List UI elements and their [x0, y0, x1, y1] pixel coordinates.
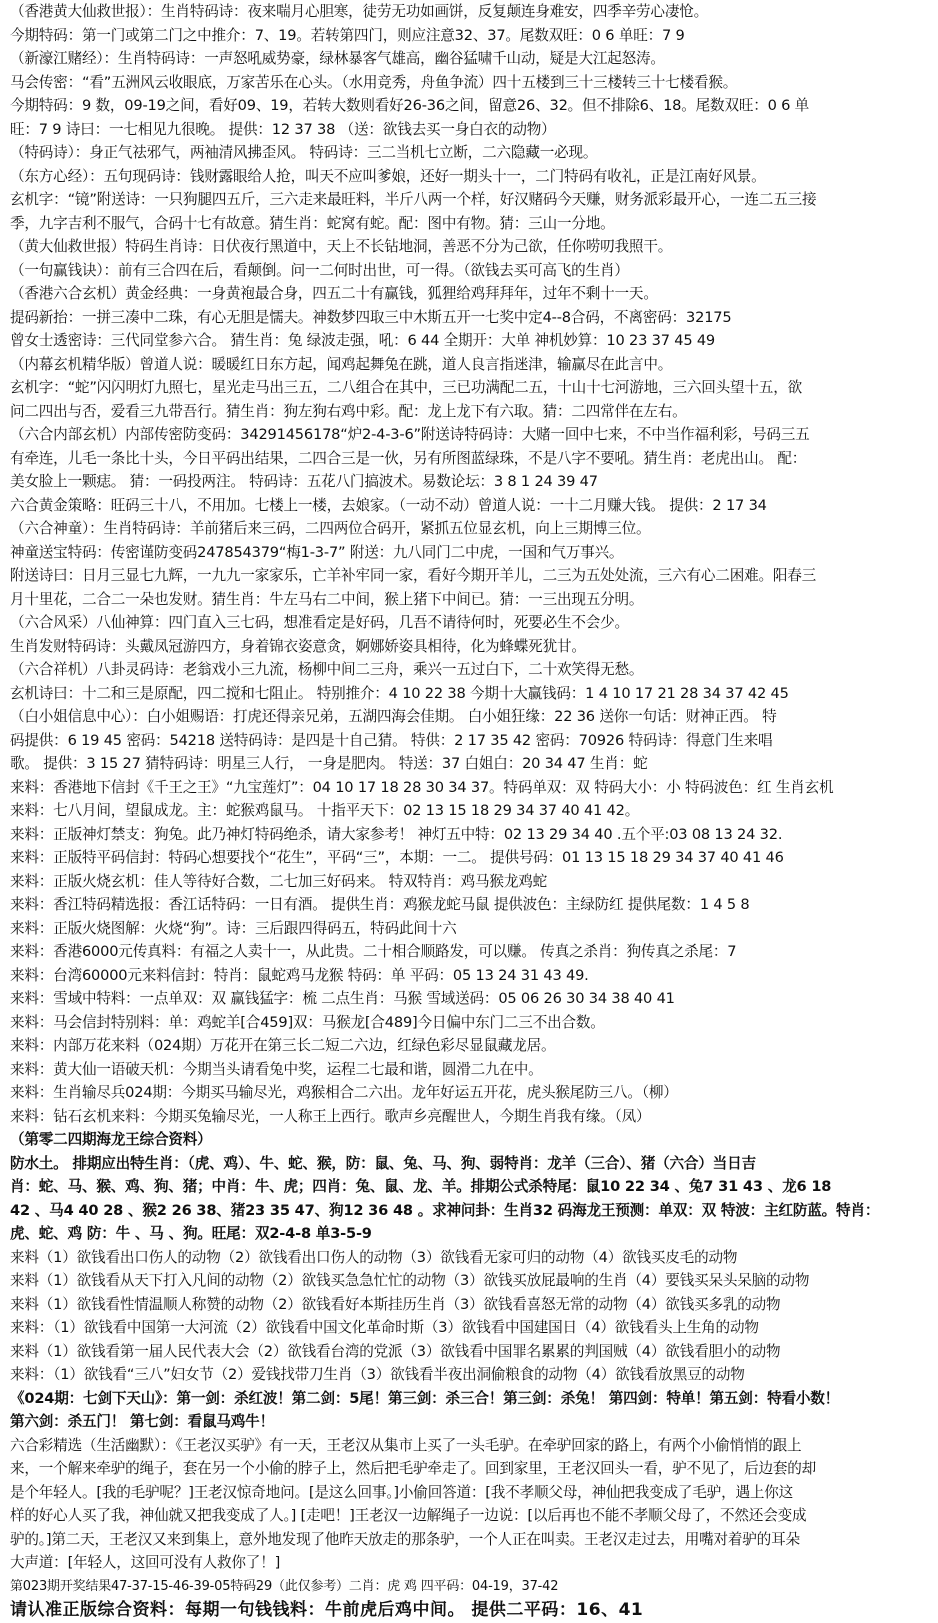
text-line: 玄机字：“镜”附送诗：一只狗腿四五斤，三六走来最旺料，半斤八两一个样，好汉赌码今天赚，财务派彩最开心，一连二五三接: [10, 191, 817, 208]
text-line: 来料：香江特码精选报：香江话特码：一日有酒。 提供生肖：鸡猴龙蛇马鼠 提供波色：主绿防红 提供尾数：1 4 5 8: [10, 896, 750, 913]
text-line: 肖：蛇、马、猴、鸡、狗、猪；中肖：牛、虎；四肖：兔、鼠、龙、羊。排期公式杀特尾：鼠10 22 34 、兔7 31 43 、龙6 18: [10, 1178, 832, 1195]
text-line: 六合彩精选（生活幽默）：《王老汉买驴》有一天，王老汉从集市上买了一头毛驴。在牵驴回家的路上，有两个小偷悄悄的跟上: [10, 1436, 802, 1454]
text-line: 玄机诗曰：十二和三是原配，四二搅和七阻止。 特别推介：4 10 22 38 今期十大赢钱码：1 4 10 17 21 28 34 37 42 45: [10, 684, 789, 702]
seven-swords-section: [10, 1387, 928, 1434]
text-line: （六合神童）：生肖特码诗：羊前猪后来三码，二四两位合码开，紧抓五位显玄机，向上三期博三位。: [10, 520, 651, 537]
text-line: （特码诗）：身正气祛邪气，两袖清风拂歪风。 特码诗：三二当机七立断，二六隐藏一必现。: [10, 144, 598, 161]
story-section: [10, 1434, 928, 1575]
text-line: 问二四出与否，爱看三九带吾行。猜生肖：狗左狗右鸡中彩。配：龙上龙下有六取。猜：二四常伴在左右。: [10, 402, 687, 420]
text-line: 马会传密：“看”五洲风云收眼底，万家苦乐在心头。（水用竞秀，舟鱼争流）四十五楼到三十三楼转三十七楼看猴。: [10, 73, 738, 91]
main-text-block: [10, 0, 928, 1128]
slogan-line: 请认准正版综合资料：每期一句钱钱料：牛前虎后鸡中间。 提供二平码：16、41: [10, 1599, 644, 1620]
text-line: 歌。 提供：3 15 27 猜特码诗：明星三人行， 一身是肥肉。 特送：37 白姐白：20 34 47 生肖：蛇: [10, 755, 648, 772]
text-line: 42 、马4 40 28 、猴2 26 38、猪23 35 47、狗12 36 48 。求神问卦：生肖32 码海龙王预测：单双：双 特波：主红防蓝。特肖：: [10, 1201, 880, 1219]
text-line: 今期特码：9 数，09-19之间，看好09、19，若转大数则看好26-36之间，留意26、32。但不排除6、18。尾数双旺：0 6 单: [10, 97, 810, 114]
text-line: 来料：正版火烧玄机：佳人等待好合数，二七加三好码来。 特双特肖：鸡马猴龙鸡蛇: [10, 872, 548, 890]
text-line: 来料：内部万花来料（024期）万花开在第三长二短二六边，红绿色彩尽显鼠藏龙居。: [10, 1037, 556, 1054]
text-line: （第零二四期海龙王综合资料）: [10, 1131, 212, 1148]
text-line: 来料：钻石玄机来料：今期买兔输尽光，一人称王上西行。歌声乡亮醒世人，今期生肖我有缘。（凤）: [10, 1107, 651, 1125]
text-line: 季，九字吉利不服气，合码十七有故意。猜生肖：蛇窝有蛇。配：图中有物。猜：三山一分地。: [10, 214, 615, 232]
text-line: 来料：（1）欲钱看“三八”妇女节（2）爱钱找带刀生肖（3）欲钱看半夜出洞偷粮食的动物（4）欲钱看放黑豆的动物: [10, 1366, 745, 1383]
text-line: 大声道：[年轻人，这回可没有人救你了！]: [10, 1554, 281, 1571]
text-line: （六合内部玄机）内部传密防变码：34291456178“炉2-4-3-6”附送诗特码诗：大赌一回中七来，不中当作福利彩，号码三五: [10, 426, 810, 443]
text-line: 今期特码：第一门或第二门之中推介：7、19。若转第四门，则应注意32、37。尾数双旺：0 6 单旺：7 9: [10, 26, 685, 44]
text-line: 来料：正版特平码信封：特码心想要找个“花生”，平码“三”，本期：一二。 提供号码：01 13 15 18 29 34 37 40 41 46: [10, 849, 784, 866]
text-line: （香港六合玄机）黄金经典：一身黄袍最合身，四五二十有赢钱，狐狸给鸡拜拜年，过年不剩十一天。: [10, 285, 658, 302]
text-line: 来料：（1）欲钱看中国第一大河流（2）欲钱看中国文化革命时斯（3）欲钱看中国建国日（4）欲钱看头上生角的动物: [10, 1319, 759, 1336]
text-line: （新濠江赌经）：生肖特码诗：一声怒吼威势豪，绿林暴客气雄高，幽谷猛啸千山动，疑是大江起怒涛。: [10, 50, 665, 67]
footer: [10, 1575, 928, 1623]
text-line: 防水土。 排期应出特生肖：（虎、鸡）、牛、蛇、猴，防：鼠、兔、马、狗、弱特肖：龙羊（三合）、猪（六合）当日吉: [10, 1154, 756, 1172]
text-line: （六合祥机）八卦灵码诗：老翁戏小三九流，杨柳中间二三舟，乘兴一五过白下，二十欢笑得无愁。: [10, 661, 644, 678]
text-line: 来料（1）欲钱看第一届人民代表大会（2）欲钱看台湾的党派（3）欲钱看中国罪名累累的判国贼（4）欲钱看胆小的动物: [10, 1342, 781, 1360]
text-line: 来料：黄大仙一语破天机：今期当头请看兔中奖，运程二七最和谐，圆滑二九在中。: [10, 1060, 543, 1078]
text-line: 曾女士透密诗：三代同堂参六合。 猜生肖：兔 绿波走强，吼：6 44 全期开：大单 神机妙算：10 23 37 45 49: [10, 332, 716, 349]
text-line: 提码新抬：一拼三凑中二珠，有心无胆是懦夫。神数梦四取三中木斯五开一七奖中定4--8合码，不离密码：32175: [10, 308, 732, 326]
draw-result-line: 第023期开奖结果47-37-15-46-39-05特码29（此仅参考）二肖：虎 鸡 四平码：04-19，37-42: [10, 1578, 559, 1594]
text-line: 附送诗曰：日月三显七九辉，一九九一家家乐，亡羊补牢同一家，看好今期开羊儿，二三为五处处流，三六有心二困难。阳春三: [10, 567, 817, 584]
text-line: （一句赢钱诀）：前有三合四在后，看颠倒。问一二何时出世，可一得。（欲钱去买可高飞的生肖）: [10, 261, 629, 279]
text-line: 来料：正版神灯禁支：狗兔。此乃神灯特码绝杀，请大家参考！ 神灯五中特：02 13 29 34 40 .五个平:03 08 13 24 32.: [10, 825, 783, 843]
text-line: 来料：香港地下信封《千王之王》“九宝莲灯”：04 10 17 18 28 30 34 37。特码单双：双 特码大小：小 特码波色：红 生肖玄机: [10, 778, 834, 796]
text-line: 美女脸上一颗痣。 猜：一码投两注。 特码诗：五花八门搞波术。易数论坛：3 8 1 24 39 47: [10, 473, 598, 490]
text-line: 六合黄金策略：旺码三十八，不用加。七楼上一楼，去娘家。（一动不动）曾道人说：一十二月赚大钱。 提供：2 17 34: [10, 496, 767, 514]
hailongwang-section: [10, 1128, 928, 1246]
text-line: 来料：正版火烧图解：火烧“狗”。诗：三后跟四得码五，特码此间十六: [10, 919, 457, 937]
text-line: 来料：马会信封特别料：单：鸡蛇羊[合459]双：马猴龙[合489]今日偏中东门二三不出合数。: [10, 1013, 605, 1031]
text-line: 有牵连，儿毛一条比十头，今日平码出结果，二四合三是一伙，另有所图蓝绿珠，不是八字不要吼。猜生肖：老虎出山。 配：: [10, 449, 807, 467]
text-line: 码提供：6 19 45 密码：54218 送特码诗：是四是十自己猜。 特供：2 17 35 42 密码：70926 特码诗：得意门生来唱: [10, 731, 773, 749]
text-line: （白小姐信息中心）：白小姐赐语：打虎还得亲兄弟，五湖四海会佳期。 白小姐狂缘：22 36 送你一句话：财神正西。 特: [10, 708, 777, 725]
text-line: 《024期：七剑下天山》：第一剑：杀红波！第二剑：5尾！第三剑：杀三合！第三剑：杀兔！ 第四剑：特单！第五剑：特看小数！: [10, 1389, 840, 1407]
text-line: 来料：台湾60000元来料信封：特肖：鼠蛇鸡马龙猴 特码：单 平码：05 13 24 31 43 49.: [10, 966, 589, 984]
text-line: 来料（1）欲钱看性情温顺人称赞的动物（2）欲钱看好本斯挂历生肖（3）欲钱看喜怒无常的动物（4）欲钱买多乳的动物: [10, 1295, 781, 1313]
text-line: （香港黄大仙救世报）：生肖特码诗：夜来喘月心胆寒，徒劳无功如画饼，反复颠连身难安，四季辛劳心凄怆。: [10, 3, 708, 20]
text-line: 第六剑：杀五门！ 第七剑：看鼠马鸡牛！: [10, 1413, 274, 1430]
text-line: 生肖发财特码诗：头戴凤冠游四方，身着锦衣姿意贪，婀娜娇姿具相待，化为蜂蝶死犹甘。: [10, 637, 586, 655]
text-line: 来料（1）欲钱看从天下打入凡间的动物（2）欲钱买急急忙忙的动物（3）欲钱买放屁最响的生肖（4）要钱买呆头呆脑的动物: [10, 1272, 810, 1289]
text-line: 来料：七八月间，望鼠成龙。主：蛇猴鸡鼠马。 十指平天下：02 13 15 18 29 34 37 40 41 42。: [10, 802, 640, 819]
text-line: 来料：生肖输尽兵024期：今期买马输尽光，鸡猴相合二六出。龙年好运五开花，虎头猴尾防三八。（柳）: [10, 1084, 678, 1101]
text-line: 来料（1）欲钱看出口伤人的动物（2）欲钱看出口伤人的动物（3）欲钱看无家可归的动物（4）欲钱买皮毛的动物: [10, 1248, 738, 1266]
text-line: 旺：7 9 诗曰：一七相见九很晚。 提供：12 37 38 （送：欲钱去买一身白衣的动物）: [10, 120, 556, 138]
text-line: 神童送宝特码：传密谨防变码247854379“梅1-3-7” 附送：九八同门二中虎，一国和气万事兴。: [10, 543, 624, 561]
text-line: 虎、蛇、鸡 防：牛 、马 、狗。旺尾：双2-4-8 单3-5-9: [10, 1225, 372, 1242]
text-line: （东方心经）：五句现码诗：钱财露眼给人抢，叫天不应叫爹娘，还好一期头十一，二门特码有收礼，正是江南好风景。: [10, 167, 766, 185]
riddle-section: [10, 1246, 928, 1387]
text-line: 来，一个解来牵驴的绳子，套在另一个小偷的脖子上，然后把毛驴牵走了。回到家里，王老汉回头一看，驴不见了，后边套的却: [10, 1460, 817, 1477]
text-line: （六合风采）八仙神算：四门直入三七码，想准看定是好码，几吾不请待何时，死要必生不会少。: [10, 614, 629, 631]
text-line: 来料：雪域中特料：一点单双：双 赢钱猛字：梳 二点生肖：马猴 雪域送码：05 06 26 30 34 38 40 41: [10, 990, 675, 1007]
text-line: 驴的。]第二天，王老汉又来到集上，意外地发现了他昨天放走的那条驴，一个人正在叫卖。王老汉走过去，用嘴对着驴的耳朵: [10, 1530, 800, 1548]
text-line: 来料：香港6000元传真料：有福之人卖十一，从此贵。二十相合顺路发，可以赚。 传真之杀肖：狗传真之杀尾：7: [10, 943, 737, 960]
text-line: （内幕玄机精华版）曾道人说：暖暖红日东方起，闻鸡起舞兔在跳，道人良言指迷津，输赢尽在此言中。: [10, 355, 673, 373]
text-line: 玄机字：“蛇”闪闪明灯九照七，星光走马出三五，二八组合在其中，三已功满配二五，十山十七河游地，三六回头望十五，欲: [10, 379, 802, 396]
text-line: （黄大仙救世报）特码生肖诗：日伏夜行黑道中，天上不长钻地洞，善恶不分为己欲，任你唠叨我照干。: [10, 238, 673, 255]
text-line: 样的好心人买了我，神仙就又把我变成了人。] [走吧！]王老汉一边解绳子一边说：[以后再也不能不孝顺父母了，不然还会变成: [10, 1507, 807, 1524]
text-line: 是个年轻人。[我的毛驴呢？]王老汉惊奇地问。[是这么回事。]小偷回答道：[我不孝顺父母，神仙把我变成了毛驴，遇上你这: [10, 1483, 794, 1501]
text-line: 月十里花，二合二一朵也发财。猜生肖：牛左马右二中间，猴上猪下中间已。猜：一三出现五分明。: [10, 590, 644, 608]
